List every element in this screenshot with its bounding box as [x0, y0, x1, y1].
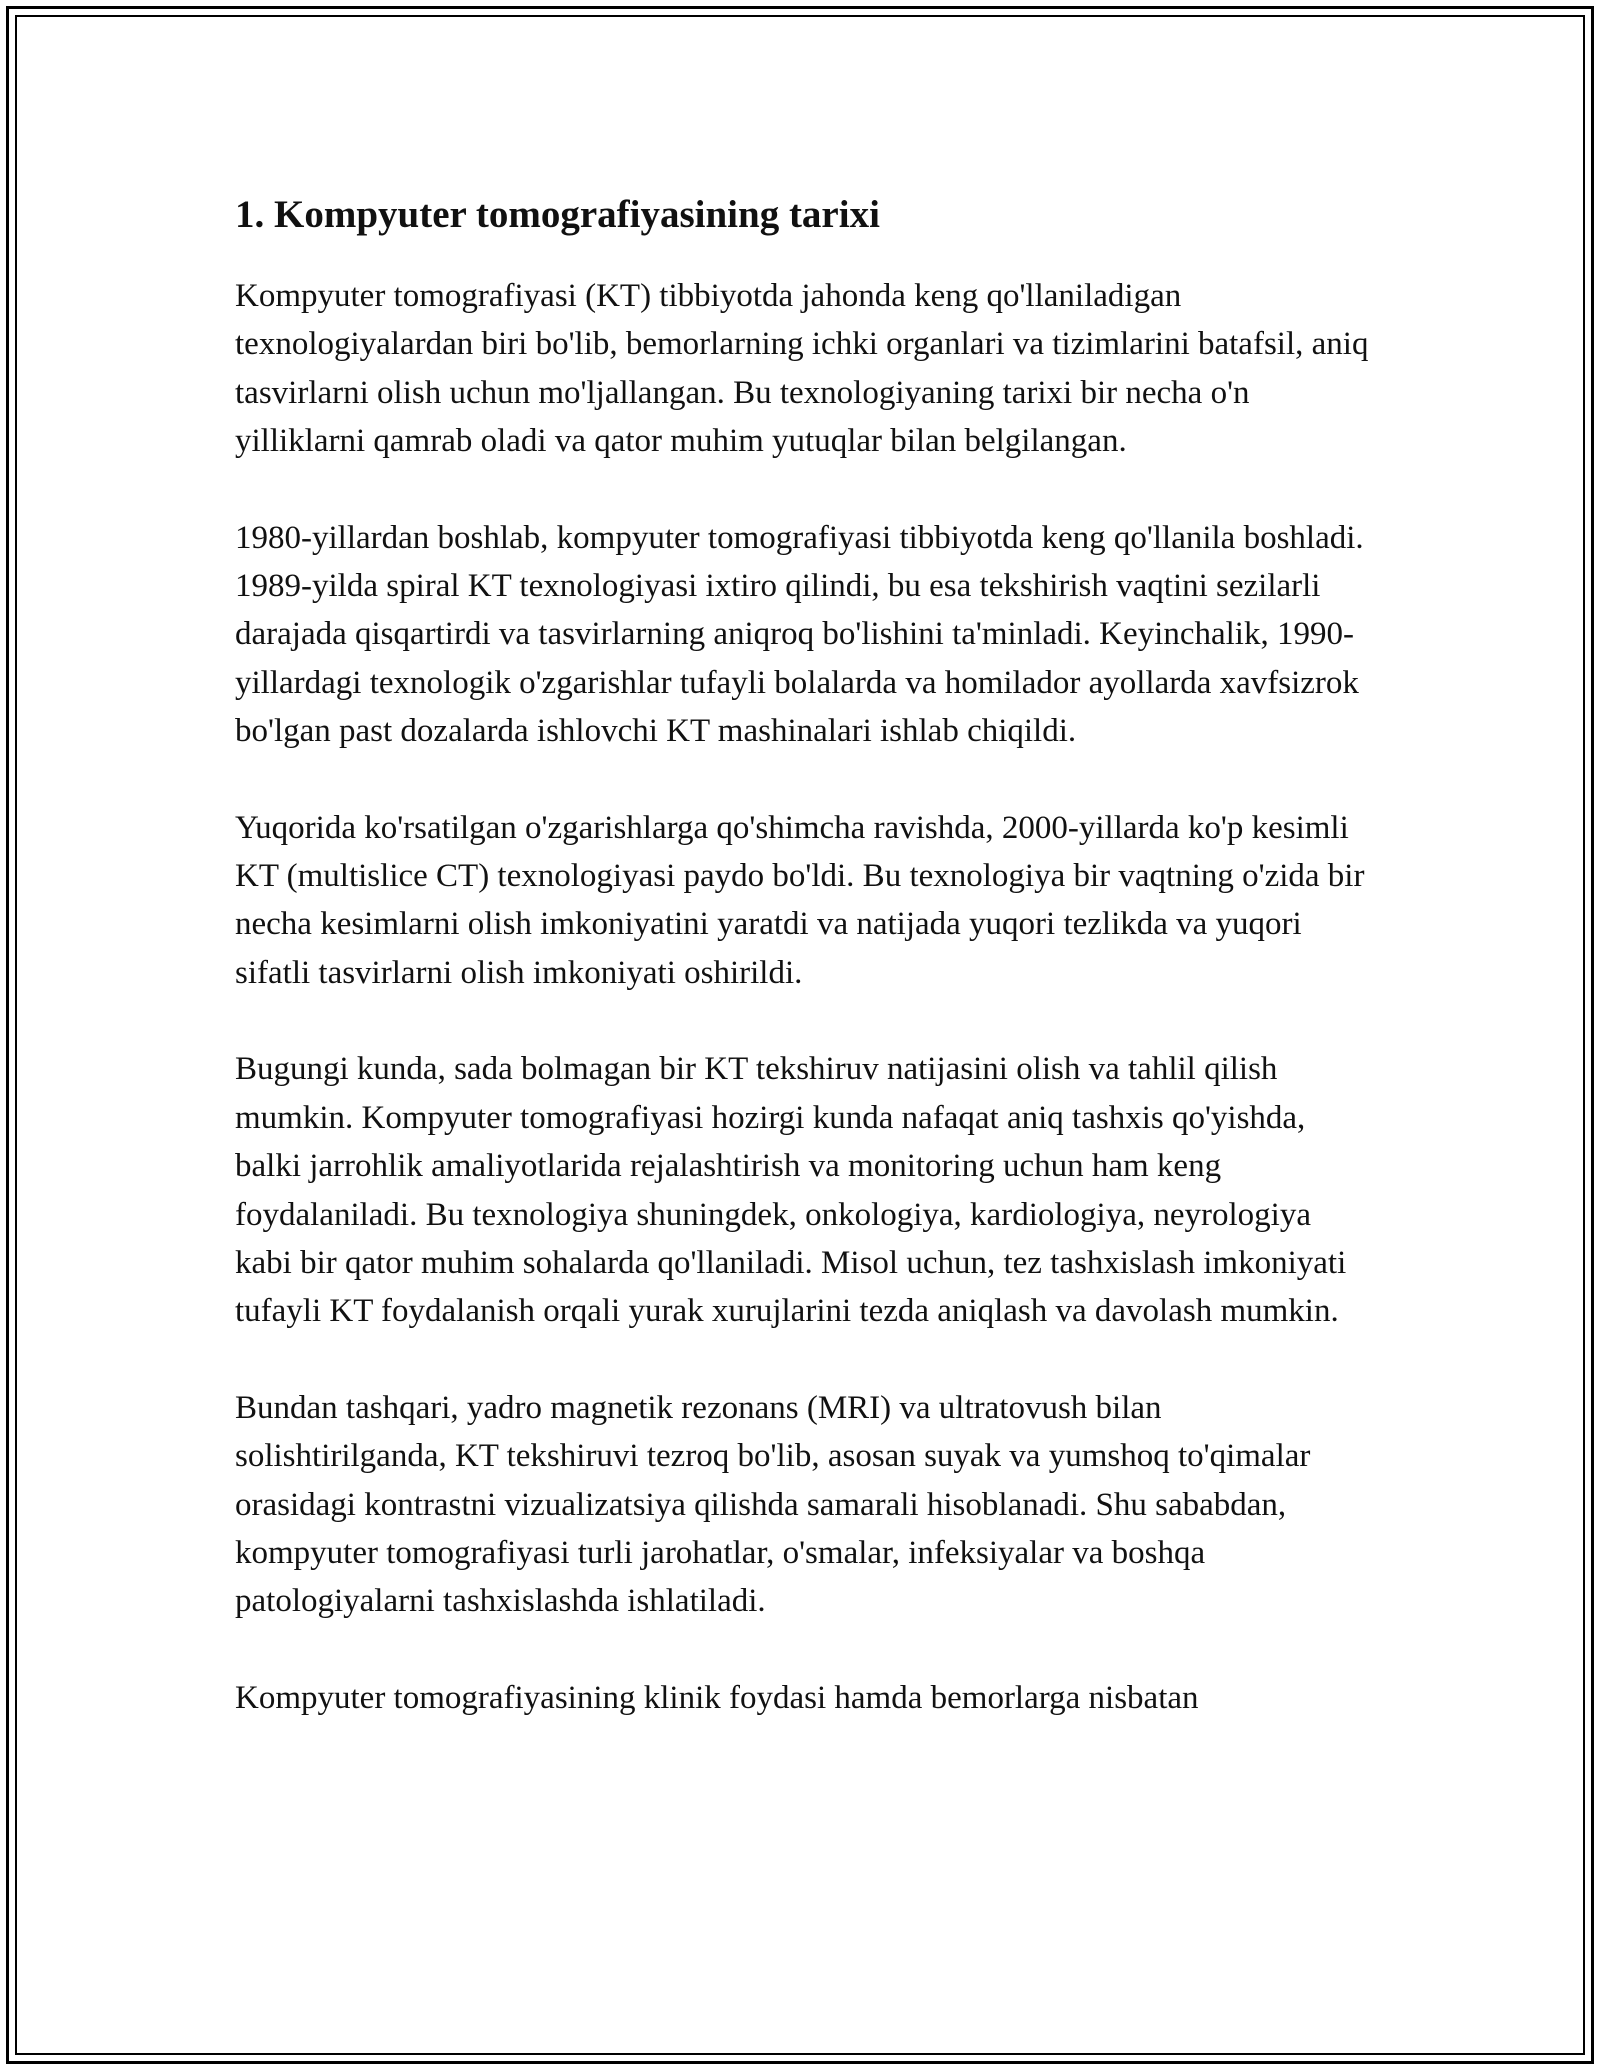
section-heading: 1. Kompyuter tomografiyasining tarixi [235, 193, 880, 236]
paragraph-5: Bundan tashqari, yadro magnetik rezonans (MRI) va ultratovush bilan solishtirilganda, KT tekshiruvi tezroq bo'lib, asosan suyak va yumshoq to'qimalar orasidagi kontrastni vizualizatsiya qilishda samarali hisoblanadi. Shu sababdan, kompyuter tomografiyasi turli jarohatlar, o'smalar, infeksiyalar va boshqa patologiyalarni tashxislashda ishlatiladi. [235, 1389, 1311, 1620]
paragraph-2: 1980-yillardan boshlab, kompyuter tomografiyasi tibbiyotda keng qo'llanila boshladi. 1989-yilda spiral KT texnologiyasi ixtiro qilindi, bu esa tekshirish vaqtini sezilarli darajada qisqartirdi va tasvirlarning aniqroq bo'lishini ta'minladi. Keyinchalik, 1990-yillardagi texnologik o'zgarishlar tufayli bolalarda va homilador ayollarda xavfsizrok bo'lgan past dozalarda ishlovchi KT mashinalari ishlab chiqildi. [235, 519, 1364, 750]
paragraph-6: Kompyuter tomografiyasining klinik foydasi hamda bemorlarga nisbatan [235, 1679, 1199, 1716]
paragraph-1: Kompyuter tomografiyasi (KT) tibbiyotda jahonda keng qo'llaniladigan texnologiyalardan biri bo'lib, bemorlarning ichki organlari va tizimlarini batafsil, aniq tasvirlarni olish uchun mo'ljallangan. Bu texnologiyaning tarixi bir necha o'n yilliklarni qamrab oladi va qator muhim yutuqlar bilan belgilangan. [235, 278, 1369, 460]
paragraph-3: Yuqorida ko'rsatilgan o'zgarishlarga qo'shimcha ravishda, 2000-yillarda ko'p kesimli KT (multislice CT) texnologiyasi paydo bo'ldi. Bu texnologiya bir vaqtning o'zida bir necha kesimlarni olish imkoniyatini yaratdi va natijada yuqori tezlikda va yuqori sifatli tasvirlarni olish imkoniyati oshirildi. [235, 809, 1365, 991]
document-content [235, 188, 1370, 1770]
paragraph-4: Bugungi kunda, sada bolmagan bir KT tekshiruv natijasini olish va tahlil qilish mumkin. Kompyuter tomografiyasi hozirgi kunda nafaqat aniq tashxis qo'yishda, balki jarrohlik amaliyotlarida rejalashtirish va monitoring uchun ham keng foydalaniladi. Bu texnologiya shuningdek, onkologiya, kardiologiya, neyrologiya kabi bir qator muhim sohalarda qo'llaniladi. Misol uchun, tez tashxislash imkoniyati tufayli KT foydalanish orqali yurak xurujlarini tezda aniqlash va davolash mumkin. [235, 1051, 1347, 1330]
